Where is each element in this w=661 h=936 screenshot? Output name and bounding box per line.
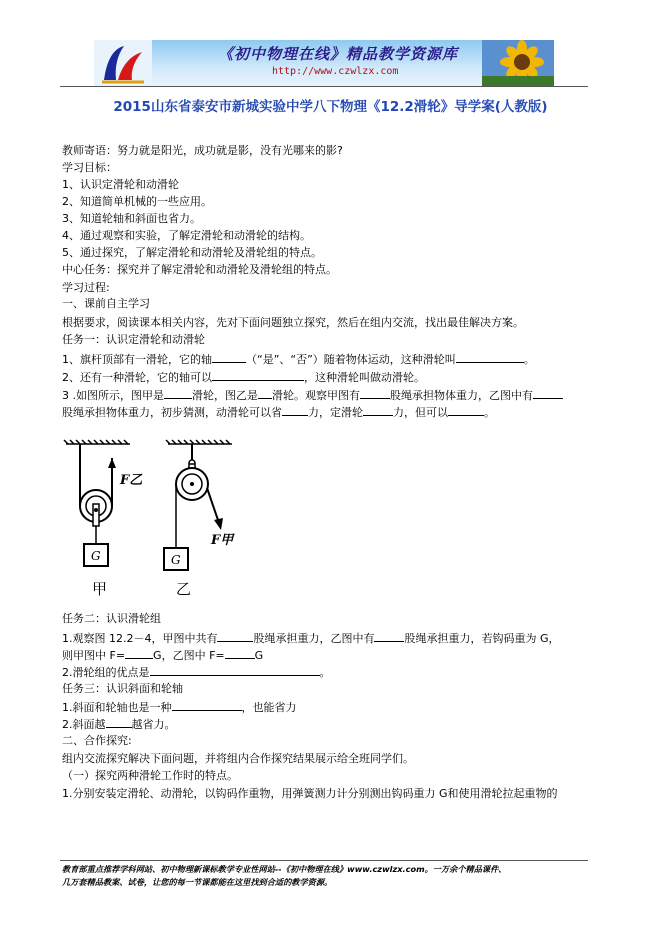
banner-title: 《初中物理在线》精品教学资源库 xyxy=(218,45,459,63)
document-title: 2015山东省泰安市新城实验中学八下物理《12.2滑轮》导学案(人教版) xyxy=(113,99,548,115)
svg-text:G: G xyxy=(91,549,101,563)
svg-text:F甲: F甲 xyxy=(211,533,234,548)
answer-blank[interactable] xyxy=(212,351,246,363)
question-3: 3 .如图所示，图甲是 滑轮，图乙是 滑轮。观察甲图有 股绳承担物体重力，乙图中有 xyxy=(62,387,563,403)
task-heading: 任务三：认识斜面和轮轴 xyxy=(62,682,183,695)
coop-subheading: （一）探究两种滑轮工作时的特点。 xyxy=(62,769,238,782)
question-1: 1、旗杆顶部有一滑轮，它的轴 （“是”、“否”）随着物体运动，这种滑轮叫 。 xyxy=(62,353,535,366)
answer-blank[interactable] xyxy=(125,647,153,659)
figure-caption-right: 乙 xyxy=(176,580,192,598)
task-heading: 任务一：认识定滑轮和动滑轮 xyxy=(62,333,205,346)
footer-line: 几万套精品教案、试卷，让您的每一节课都能在这里找到合适的教学资源。 xyxy=(62,877,333,887)
goal-item: 5、通过探究，了解定滑轮和动滑轮及滑轮组的特点。 xyxy=(62,246,322,259)
answer-blank[interactable] xyxy=(374,630,404,642)
answer-blank[interactable] xyxy=(360,387,390,399)
answer-blank[interactable] xyxy=(217,630,253,642)
task2-question-1: 1.观察图 12.2－4，甲图中共有 股绳承担重力，乙图中有 股绳承担重力，若钩码重为 G， xyxy=(62,632,560,645)
answer-blank[interactable] xyxy=(363,404,393,416)
answer-blank[interactable] xyxy=(456,351,524,363)
svg-text:G: G xyxy=(171,553,181,567)
task2-question-2: 2.滑轮组的优点是 。 xyxy=(62,666,331,679)
process-heading: 学习过程: xyxy=(62,281,110,294)
answer-blank[interactable] xyxy=(225,647,255,659)
banner-url[interactable]: http://www.czwlzx.com xyxy=(272,66,399,77)
goal-item: 3、知道轮轴和斜面也省力。 xyxy=(62,212,201,225)
task-heading: 任务二：认识滑轮组 xyxy=(62,612,161,625)
central-task: 中心任务：探究并了解定滑轮和动滑轮及滑轮组的特点。 xyxy=(62,263,337,276)
answer-blank[interactable] xyxy=(106,716,132,728)
footer-rule xyxy=(60,860,588,861)
teacher-motto: 教师寄语：努力就是阳光，成功就是影，没有光哪来的影? xyxy=(62,144,343,157)
answer-blank[interactable] xyxy=(150,664,320,676)
pulley-figure xyxy=(64,440,244,600)
question-3-cont: 股绳承担物体重力，初步猜测，动滑轮可以省 力，定滑轮 力，但可以 。 xyxy=(62,406,495,419)
answer-blank[interactable] xyxy=(533,387,563,399)
task2-question-1-cont: 则甲图中 F= G，乙图中 F= G xyxy=(62,649,264,662)
goals-heading: 学习目标： xyxy=(62,161,117,174)
coop-question-1: 1.分别安装定滑轮、动滑轮，以钩码作重物，用弹簧测力计分别测出钩码重力 G和使用滑轮拉起重物的 xyxy=(62,787,558,800)
task3-question-2: 2.斜面越 越省力。 xyxy=(62,718,176,731)
answer-blank[interactable] xyxy=(172,699,242,711)
site-logo-icon xyxy=(94,40,152,86)
section-heading: 二、合作探究: xyxy=(62,734,132,747)
coop-text: 组内交流探究解决下面问题，并将组内合作探究结果展示给全班同学们。 xyxy=(62,752,414,765)
goal-item: 1、认识定滑轮和动滑轮 xyxy=(62,178,179,191)
footer-line: 教育部重点推荐学科网站、初中物理新课标教学专业性网站--《初中物理在线》www.czwlzx.com。一万余个精品课件、 xyxy=(62,864,507,874)
answer-blank[interactable] xyxy=(212,369,304,381)
svg-text:F乙: F乙 xyxy=(120,473,143,488)
goal-item: 4、通过观察和实验，了解定滑轮和动滑轮的结构。 xyxy=(62,229,311,242)
section-heading: 一、课前自主学习 xyxy=(62,297,150,310)
sunflower-icon xyxy=(482,40,554,86)
task3-question-1: 1.斜面和轮轴也是一种 ，也能省力 xyxy=(62,701,297,714)
question-2: 2、还有一种滑轮，它的轴可以 ，这种滑轮叫做动滑轮。 xyxy=(62,371,425,384)
header-rule xyxy=(60,86,588,87)
answer-blank[interactable] xyxy=(282,404,308,416)
answer-blank[interactable] xyxy=(448,404,484,416)
intro-text: 根据要求，阅读课本相关内容，先对下面问题独立探究，然后在组内交流，找出最佳解决方案。 xyxy=(62,316,524,329)
answer-blank[interactable] xyxy=(164,387,192,399)
movable-pulley-icon xyxy=(80,444,116,566)
fixed-pulley-icon xyxy=(164,444,223,570)
site-banner xyxy=(94,40,554,86)
answer-blank[interactable] xyxy=(258,387,272,399)
figure-caption-left: 甲 xyxy=(92,580,108,598)
goal-item: 2、知道简单机械的一些应用。 xyxy=(62,195,212,208)
